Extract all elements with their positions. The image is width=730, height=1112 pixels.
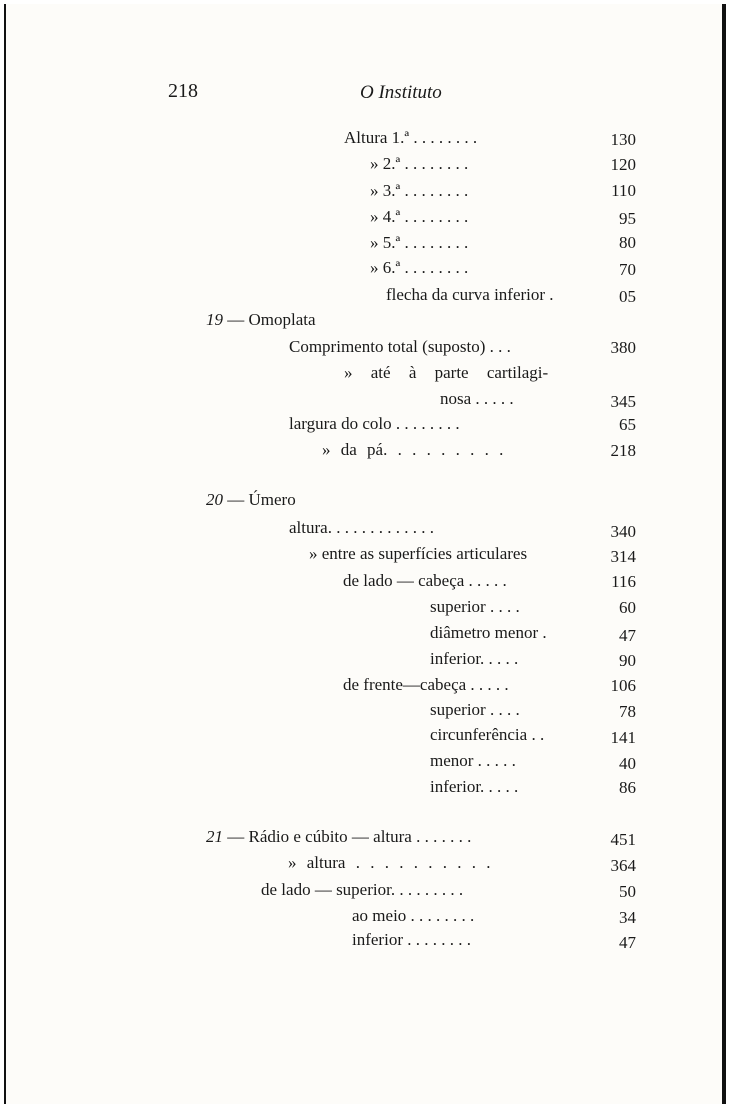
entry-text: superior . . . . — [430, 700, 520, 719]
entry-value: 47 — [619, 933, 636, 952]
entry-value: 451 — [610, 830, 636, 849]
entry-text: de lado — superior. . . . . . . . . — [261, 880, 464, 899]
section-title: — Omoplata — [227, 310, 316, 329]
entry-value: 60 — [619, 598, 636, 617]
entry-value: 116 — [611, 572, 636, 591]
entry-value: 106 — [610, 676, 636, 695]
section-heading — [206, 490, 296, 510]
entry-value: 340 — [610, 522, 636, 541]
entry-value: 80 — [619, 233, 636, 252]
entry-text: » da pá. . . . . . . . . — [322, 440, 504, 459]
entry-text: Altura 1.ª . . . . . . . . — [344, 128, 478, 147]
entry-text: inferior. . . . . — [430, 649, 519, 668]
entry-value: 65 — [619, 415, 636, 434]
entry-value: 120 — [610, 155, 636, 174]
entry-text: altura. . . . . . . . . . . . . — [289, 518, 434, 537]
entry-value: 141 — [610, 728, 636, 747]
entry-value: 34 — [619, 908, 636, 927]
entry-text: » 5.ª . . . . . . . . — [370, 233, 469, 252]
entry-text: de lado — cabeça . . . . . — [343, 571, 507, 590]
section-number: 21 — [206, 827, 223, 846]
entry-text: flecha da curva inferior . — [386, 285, 554, 304]
section-number: 20 — [206, 490, 223, 509]
running-title: O Instituto — [360, 82, 442, 103]
entry-text: circunferência . . — [430, 725, 545, 744]
entry-value: 50 — [619, 882, 636, 901]
entry-value: 218 — [610, 441, 636, 460]
entry-text: inferior . . . . . . . . — [352, 930, 471, 949]
entry-value: 130 — [610, 130, 636, 149]
section-heading — [206, 310, 316, 330]
entry-text: » altura . . . . . . . . . . — [288, 853, 491, 872]
entry-value: 86 — [619, 778, 636, 797]
entry-value: 40 — [619, 754, 636, 773]
entry-text: Comprimento total (suposto) . . . — [289, 337, 511, 356]
entry-text: inferior. . . . . — [430, 777, 519, 796]
entry-value: 47 — [619, 626, 636, 645]
entry-text: » 2.ª . . . . . . . . — [370, 154, 469, 173]
entry-value: 90 — [619, 651, 636, 670]
page — [4, 4, 726, 1104]
entry-value: 05 — [619, 287, 636, 306]
section-title: — Úmero — [227, 490, 296, 509]
section-title: — Rádio e cúbito — altura . . . . . . . — [227, 827, 472, 846]
entry-value: 70 — [619, 260, 636, 279]
entry-text: » 3.ª . . . . . . . . — [370, 181, 469, 200]
entry-text: » entre as superfícies articulares — [309, 544, 528, 563]
entry-text: » 4.ª . . . . . . . . — [370, 207, 469, 226]
entry-text: largura do colo . . . . . . . . — [289, 414, 460, 433]
entry-value: 78 — [619, 702, 636, 721]
section-heading — [206, 827, 471, 847]
entry-value: 380 — [610, 338, 636, 357]
entry-value: 95 — [619, 209, 636, 228]
entry-value: 364 — [610, 856, 636, 875]
entry-text: » até à parte cartilagi- — [344, 363, 549, 382]
entry-text: » 6.ª . . . . . . . . — [370, 258, 469, 277]
entry-text: nosa . . . . . — [440, 389, 514, 408]
entry-text: menor . . . . . — [430, 751, 516, 770]
page-number: 218 — [168, 80, 198, 102]
entry-text: diâmetro menor . — [430, 623, 547, 642]
entry-value: 110 — [611, 181, 636, 200]
entry-text: superior . . . . — [430, 597, 520, 616]
entry-text: ao meio . . . . . . . . — [352, 906, 475, 925]
entry-value: 345 — [610, 392, 636, 411]
entry-value: 314 — [610, 547, 636, 566]
section-number: 19 — [206, 310, 223, 329]
entry-text: de frente—cabeça . . . . . — [343, 675, 509, 694]
